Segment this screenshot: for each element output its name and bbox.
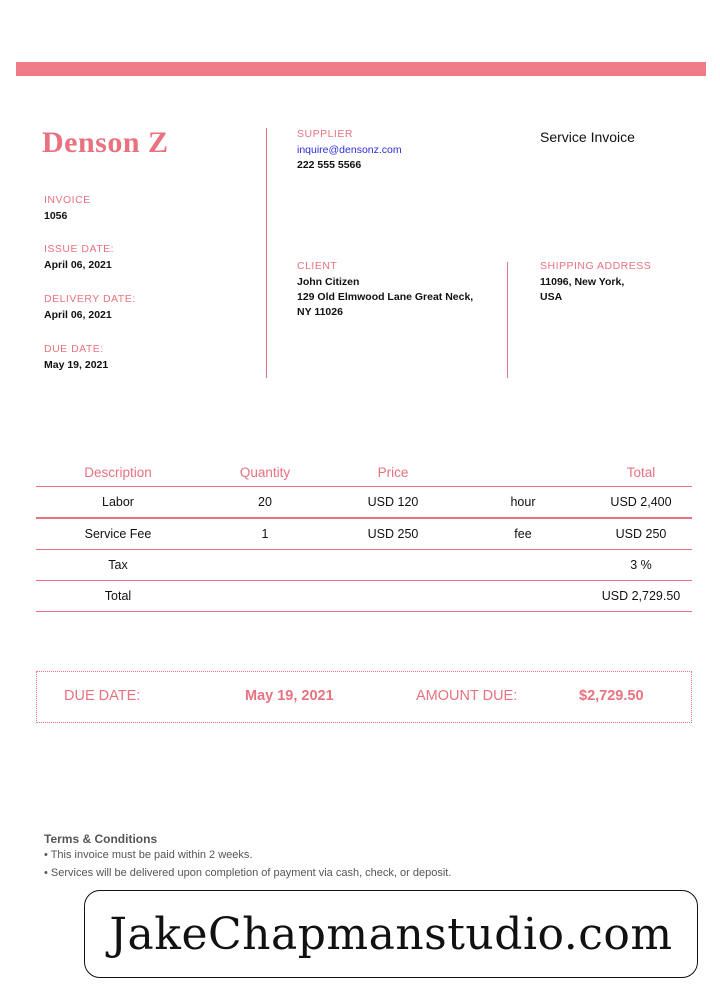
company-name: Denson Z bbox=[42, 126, 169, 159]
summary-due-label: DUE DATE: bbox=[64, 688, 141, 704]
summary-amount-label: AMOUNT DUE: bbox=[416, 688, 518, 704]
summary-due-date: May 19, 2021 bbox=[245, 688, 334, 704]
cell-quantity: 1 bbox=[200, 518, 330, 550]
supplier-phone: 222 555 5566 bbox=[297, 159, 362, 171]
header-total: Total bbox=[590, 458, 692, 487]
cell-quantity bbox=[200, 581, 330, 612]
header-unit bbox=[456, 458, 590, 487]
summary-amount-value: $2,729.50 bbox=[579, 688, 644, 704]
column-divider-left bbox=[266, 128, 267, 378]
header-description: Description bbox=[36, 458, 200, 487]
delivery-date-label: DELIVERY DATE: bbox=[44, 293, 136, 305]
cell-unit: fee bbox=[456, 518, 590, 550]
header-quantity: Quantity bbox=[200, 458, 330, 487]
column-divider-right bbox=[507, 262, 508, 378]
cell-description: Tax bbox=[36, 550, 200, 581]
shipping-line2: USA bbox=[540, 291, 563, 303]
shipping-line1: 11096, New York, bbox=[540, 276, 625, 288]
client-name: John Citizen bbox=[297, 276, 360, 288]
invoice-number: 1056 bbox=[44, 210, 68, 222]
due-date: May 19, 2021 bbox=[44, 359, 109, 371]
terms-line-1: • This invoice must be paid within 2 weeks. bbox=[44, 849, 253, 861]
cell-total: USD 250 bbox=[590, 518, 692, 550]
cell-description: Labor bbox=[36, 487, 200, 519]
cell-price bbox=[330, 581, 456, 612]
cell-price: USD 250 bbox=[330, 518, 456, 550]
watermark-banner: JakeChapmanstudio.com bbox=[84, 890, 698, 978]
cell-price bbox=[330, 550, 456, 581]
table-row bbox=[36, 550, 692, 581]
terms-line-2: • Services will be delivered upon completion of payment via cash, check, or deposit. bbox=[44, 867, 452, 879]
cell-unit: hour bbox=[456, 487, 590, 519]
header-accent-bar bbox=[16, 62, 706, 76]
line-items-table bbox=[36, 458, 692, 612]
cell-description: Service Fee bbox=[36, 518, 200, 550]
cell-unit bbox=[456, 550, 590, 581]
supplier-label: SUPPLIER bbox=[297, 128, 353, 140]
shipping-label: SHIPPING ADDRESS bbox=[540, 260, 652, 272]
table-header-row bbox=[36, 458, 692, 487]
header-price: Price bbox=[330, 458, 456, 487]
issue-date-label: ISSUE DATE: bbox=[44, 243, 115, 255]
table-row bbox=[36, 581, 692, 612]
document-type: Service Invoice bbox=[540, 129, 635, 145]
cell-description: Total bbox=[36, 581, 200, 612]
client-address-line1: 129 Old Elmwood Lane Great Neck, bbox=[297, 291, 474, 303]
cell-quantity: 20 bbox=[200, 487, 330, 519]
issue-date: April 06, 2021 bbox=[44, 259, 112, 271]
cell-price: USD 120 bbox=[330, 487, 456, 519]
supplier-email[interactable]: inquire@densonz.com bbox=[297, 144, 402, 156]
cell-quantity bbox=[200, 550, 330, 581]
table-row bbox=[36, 487, 692, 519]
client-label: CLIENT bbox=[297, 260, 338, 272]
delivery-date: April 06, 2021 bbox=[44, 309, 112, 321]
cell-total: USD 2,729.50 bbox=[590, 581, 692, 612]
terms-title: Terms & Conditions bbox=[44, 832, 158, 846]
cell-unit bbox=[456, 581, 590, 612]
cell-total: 3 % bbox=[590, 550, 692, 581]
due-date-label: DUE DATE: bbox=[44, 343, 104, 355]
invoice-label: INVOICE bbox=[44, 194, 91, 206]
cell-total: USD 2,400 bbox=[590, 487, 692, 519]
client-address-line2: NY 11026 bbox=[297, 306, 343, 318]
table-row bbox=[36, 518, 692, 550]
